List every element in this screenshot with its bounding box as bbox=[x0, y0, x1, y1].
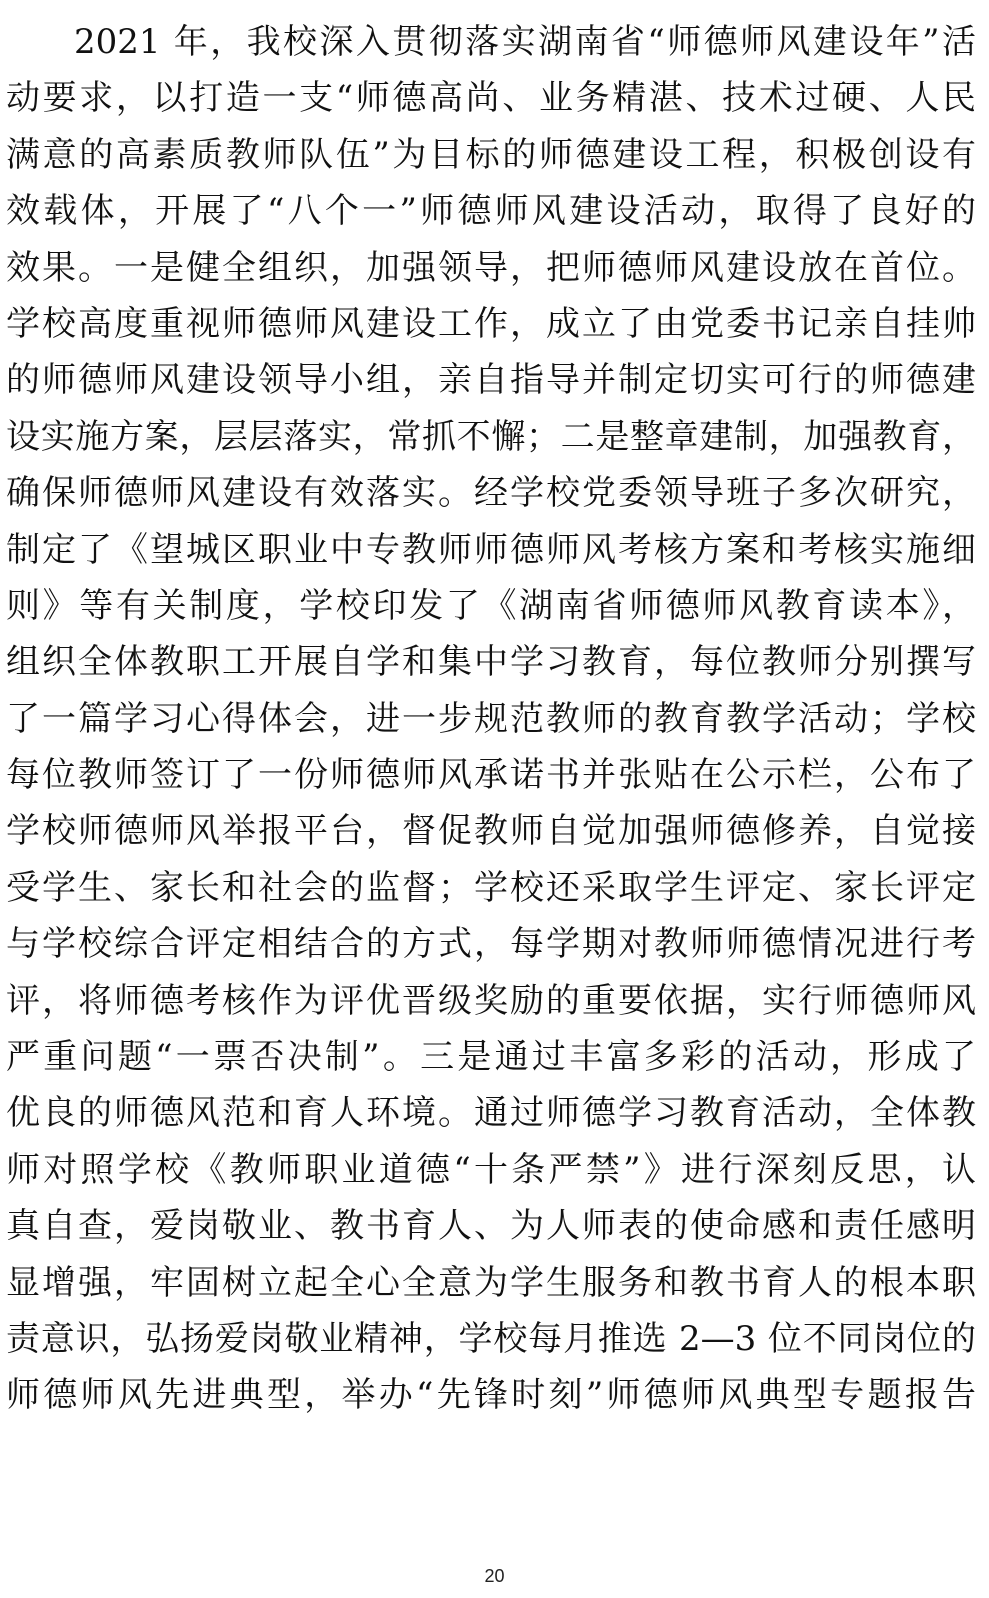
text-line: 2021 年，我校深入贯彻落实湖南省“师德师风建设年”活 bbox=[74, 22, 976, 62]
text-line: 每位教师签订了一份师德师风承诺书并张贴在公示栏，公布了 bbox=[6, 755, 976, 796]
page-number: 20 bbox=[484, 1566, 505, 1586]
text-line: 制定了《望城区职业中专教师师德师风考核方案和考核实施细 bbox=[6, 529, 976, 570]
text-line: 学校高度重视师德师风建设工作，成立了由党委书记亲自挂帅 bbox=[6, 303, 976, 344]
body-paragraph bbox=[6, 14, 976, 1424]
text-line: 责意识，弘扬爱岗敬业精神，学校每月推选 2—3 位不同岗位的 bbox=[6, 1318, 976, 1359]
text-line: 确保师德师风建设有效落实。经学校党委领导班子多次研究， bbox=[6, 473, 976, 514]
text-line: 显增强，牢固树立起全心全意为学生服务和教书育人的根本职 bbox=[6, 1262, 976, 1303]
text-line: 真自查，爱岗敬业、教书育人、为人师表的使命感和责任感明 bbox=[6, 1206, 976, 1247]
text-line: 满意的高素质教师队伍”为目标的师德建设工程，积极创设有 bbox=[6, 134, 976, 175]
text-line: 严重问题“一票否决制”。三是通过丰富多彩的活动，形成了 bbox=[6, 1037, 976, 1078]
text-line: 学校师德师风举报平台，督促教师自觉加强师德修养，自觉接 bbox=[6, 811, 976, 852]
text-line: 与学校综合评定相结合的方式，每学期对教师师德情况进行考 bbox=[6, 924, 976, 965]
text-line: 评，将师德考核作为评优晋级奖励的重要依据，实行师德师风 bbox=[6, 980, 976, 1021]
text-line: 组织全体教职工开展自学和集中学习教育，每位教师分别撰写 bbox=[6, 642, 976, 683]
text-line: 受学生、家长和社会的监督；学校还采取学生评定、家长评定 bbox=[6, 867, 976, 908]
text-line: 师对照学校《教师职业道德“十条严禁”》进行深刻反思，认 bbox=[6, 1149, 976, 1190]
text-line: 优良的师德风范和育人环境。通过师德学习教育活动，全体教 bbox=[6, 1093, 976, 1134]
text-line: 动要求，以打造一支“师德高尚、业务精湛、技术过硬、人民 bbox=[6, 78, 976, 119]
text-line: 师德师风先进典型，举办“先锋时刻”师德师风典型专题报告 bbox=[6, 1375, 976, 1416]
text-line: 效果。一是健全组织，加强领导，把师德师风建设放在首位。 bbox=[6, 247, 976, 288]
text-line: 的师德师风建设领导小组，亲自指导并制定切实可行的师德建 bbox=[6, 360, 976, 401]
text-line: 则》等有关制度，学校印发了《湖南省师德师风教育读本》， bbox=[6, 585, 976, 626]
text-line: 了一篇学习心得体会，进一步规范教师的教育教学活动；学校 bbox=[6, 698, 976, 739]
text-line: 设实施方案，层层落实，常抓不懈；二是整章建制，加强教育， bbox=[6, 416, 976, 457]
text-line: 效载体，开展了“八个一”师德师风建设活动，取得了良好的 bbox=[6, 191, 976, 232]
